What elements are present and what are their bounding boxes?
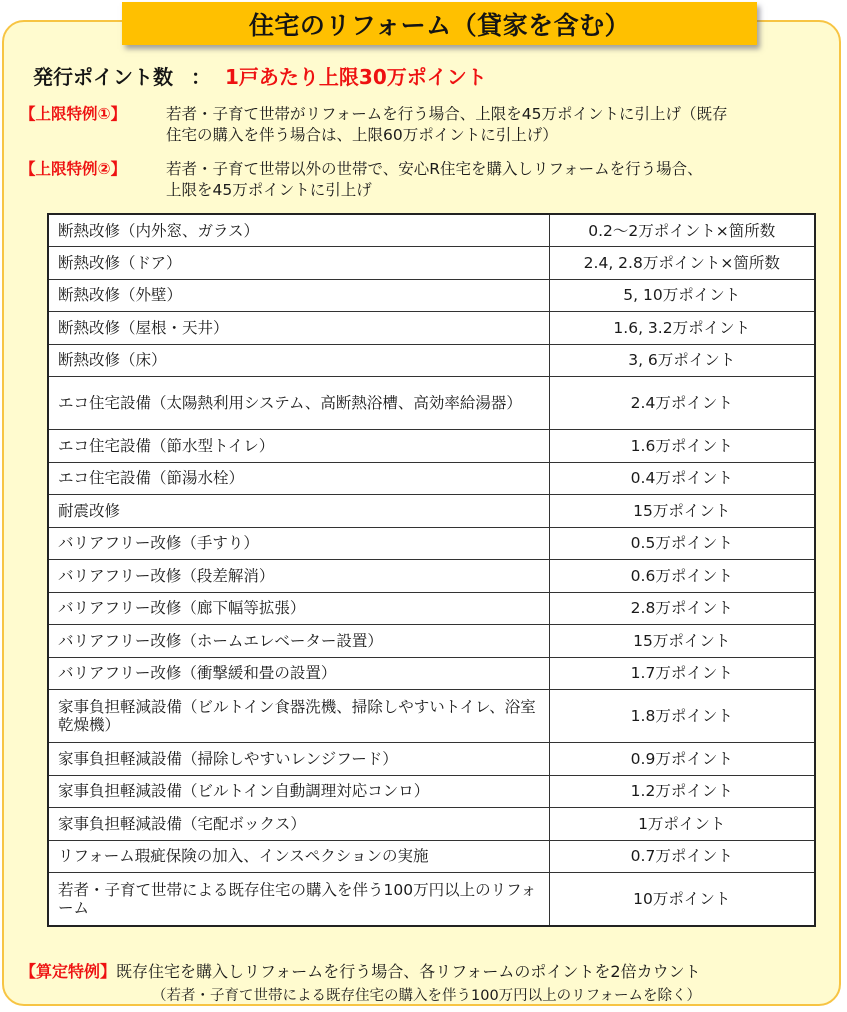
table-row <box>48 657 815 690</box>
table-row <box>48 279 815 312</box>
table-row <box>48 527 815 560</box>
table-row <box>48 312 815 345</box>
special-case-1 <box>20 104 727 146</box>
row-points: 2.8万ポイント <box>549 592 815 625</box>
row-item: エコ住宅設備（太陽熱利用システム、高断熱浴槽、高効率給湯器） <box>48 377 549 430</box>
calculation-special <box>20 962 701 982</box>
row-item: 家事負担軽減設備（ビルトイン食器洗機、掃除しやすいトイレ、浴室乾燥機） <box>48 690 549 743</box>
row-item: 断熱改修（床） <box>48 344 549 377</box>
special-case-2-tag: 【上限特例②】 <box>20 160 127 178</box>
table-row <box>48 377 815 430</box>
row-points: 1.6, 3.2万ポイント <box>549 312 815 345</box>
row-points: 2.4, 2.8万ポイント×箇所数 <box>549 247 815 280</box>
row-item: 耐震改修 <box>48 495 549 528</box>
table-row <box>48 462 815 495</box>
row-item: 断熱改修（内外窓、ガラス） <box>48 214 549 247</box>
table-row <box>48 344 815 377</box>
row-points: 1.8万ポイント <box>549 690 815 743</box>
row-item: リフォーム瑕疵保険の加入、インスペクションの実施 <box>48 840 549 873</box>
issued-points-line <box>33 58 487 92</box>
row-points: 0.2～2万ポイント×箇所数 <box>549 214 815 247</box>
table-row <box>48 775 815 808</box>
row-points: 1.6万ポイント <box>549 430 815 463</box>
title-banner <box>122 2 757 45</box>
issued-points-label: 発行ポイント数 <box>33 64 173 89</box>
table-row <box>48 625 815 658</box>
row-item: 家事負担軽減設備（掃除しやすいレンジフード） <box>48 743 549 776</box>
table-row <box>48 592 815 625</box>
table-row <box>48 840 815 873</box>
issued-points-value: 1戸あたり上限30万ポイント <box>225 64 487 89</box>
special-case-2 <box>20 159 703 201</box>
table-row <box>48 690 815 743</box>
table-row <box>48 214 815 247</box>
calculation-special-text: 既存住宅を購入しリフォームを行う場合、各リフォームのポイントを2倍カウント <box>116 962 701 981</box>
row-points: 1.7万ポイント <box>549 657 815 690</box>
row-points: 0.9万ポイント <box>549 743 815 776</box>
special-case-2-body <box>166 159 703 201</box>
issued-points-separator: ： <box>191 64 211 89</box>
row-points: 1.2万ポイント <box>549 775 815 808</box>
row-points: 0.7万ポイント <box>549 840 815 873</box>
calculation-special-tag: 【算定特例】 <box>20 962 117 981</box>
page-title: 住宅のリフォーム（貸家を含む） <box>248 10 631 40</box>
row-item: 断熱改修（外壁） <box>48 279 549 312</box>
row-points: 0.5万ポイント <box>549 527 815 560</box>
row-item: 家事負担軽減設備（宅配ボックス） <box>48 808 549 841</box>
row-points: 0.6万ポイント <box>549 560 815 593</box>
row-points: 2.4万ポイント <box>549 377 815 430</box>
table-row <box>48 247 815 280</box>
row-points: 3, 6万ポイント <box>549 344 815 377</box>
row-item: 断熱改修（屋根・天井） <box>48 312 549 345</box>
row-points: 15万ポイント <box>549 625 815 658</box>
row-item: エコ住宅設備（節水型トイレ） <box>48 430 549 463</box>
special-case-1-line-1: 若者・子育て世帯がリフォームを行う場合、上限を45万ポイントに引上げ（既存 <box>166 105 728 123</box>
row-item: バリアフリー改修（段差解消） <box>48 560 549 593</box>
row-item: 家事負担軽減設備（ビルトイン自動調理対応コンロ） <box>48 775 549 808</box>
row-item: バリアフリー改修（手すり） <box>48 527 549 560</box>
special-case-1-tag: 【上限特例①】 <box>20 105 127 123</box>
table-row <box>48 743 815 776</box>
calculation-special-note: （若者・子育て世帯による既存住宅の購入を伴う100万円以上のリフォームを除く） <box>152 988 701 1004</box>
reform-points-table <box>47 213 816 927</box>
row-item: バリアフリー改修（ホームエレベーター設置） <box>48 625 549 658</box>
row-item: バリアフリー改修（衝撃緩和畳の設置） <box>48 657 549 690</box>
row-item: 若者・子育て世帯による既存住宅の購入を伴う100万円以上のリフォーム <box>48 873 549 926</box>
table-row <box>48 495 815 528</box>
special-case-1-body <box>166 104 727 146</box>
special-case-2-line-1: 若者・子育て世帯以外の世帯で、安心R住宅を購入しリフォームを行う場合、 <box>166 160 703 178</box>
row-points: 15万ポイント <box>549 495 815 528</box>
row-points: 5, 10万ポイント <box>549 279 815 312</box>
row-points: 1万ポイント <box>549 808 815 841</box>
row-points: 0.4万ポイント <box>549 462 815 495</box>
row-item: エコ住宅設備（節湯水栓） <box>48 462 549 495</box>
table-row <box>48 808 815 841</box>
row-item: バリアフリー改修（廊下幅等拡張） <box>48 592 549 625</box>
table-row <box>48 560 815 593</box>
table-row <box>48 873 815 926</box>
row-points: 10万ポイント <box>549 873 815 926</box>
row-item: 断熱改修（ドア） <box>48 247 549 280</box>
table-row <box>48 430 815 463</box>
special-case-2-line-2: 上限を45万ポイントに引上げ <box>166 181 372 199</box>
special-case-1-line-2: 住宅の購入を伴う場合は、上限60万ポイントに引上げ） <box>166 126 558 144</box>
